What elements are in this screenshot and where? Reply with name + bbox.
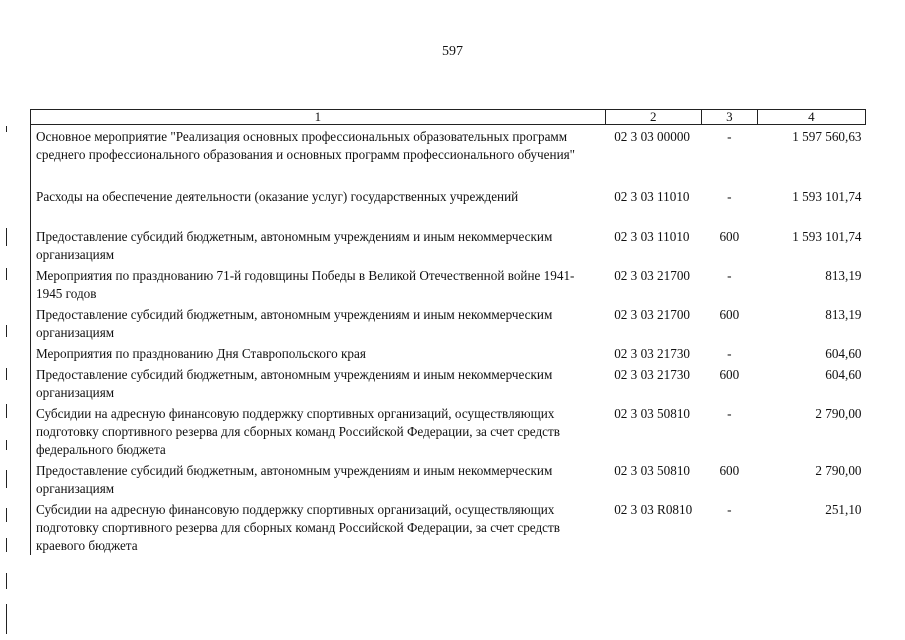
table-row xyxy=(31,264,866,303)
row-sum: 2 790,00 xyxy=(815,462,862,478)
row-code: 02 3 03 50810 xyxy=(614,462,691,478)
row-name: Субсидии на адресную финансовую поддержку спортивных организаций, осуществляющих подготовку спортивного резерва для сборных команд Российской Федерации, за счет средств федерального бюджета xyxy=(31,402,606,459)
table-row xyxy=(31,402,866,459)
table-row xyxy=(31,498,866,555)
row-sum: 604,60 xyxy=(825,345,862,361)
table-row xyxy=(31,125,866,185)
row-name: Предоставление субсидий бюджетным, автономным учреждениям и иным некоммерческим организациям xyxy=(31,225,606,264)
row-sum: 1 593 101,74 xyxy=(792,188,862,204)
row-code: 02 3 03 11010 xyxy=(614,228,690,244)
row-type: - xyxy=(727,405,732,421)
table-row xyxy=(31,303,866,342)
row-sum: 813,19 xyxy=(825,306,862,322)
row-type: 600 xyxy=(719,366,740,382)
column-header-1: 1 xyxy=(31,110,606,125)
row-code: 02 3 03 21730 xyxy=(614,345,691,361)
row-sum: 813,19 xyxy=(825,267,862,283)
row-type: - xyxy=(727,345,732,361)
margin-mark xyxy=(6,470,7,488)
row-type: 600 xyxy=(719,228,740,244)
margin-mark xyxy=(6,538,7,552)
margin-mark xyxy=(6,440,7,450)
row-sum: 604,60 xyxy=(825,366,862,382)
row-name: Предоставление субсидий бюджетным, автономным учреждениям и иным некоммерческим организациям xyxy=(31,363,606,402)
margin-mark xyxy=(6,368,7,380)
column-header-2: 2 xyxy=(605,110,701,125)
row-code: 02 3 03 21730 xyxy=(614,366,691,382)
margin-mark xyxy=(6,268,7,280)
row-code: 02 3 03 50810 xyxy=(614,405,691,421)
row-code: 02 3 03 21700 xyxy=(614,306,691,322)
table-row xyxy=(31,185,866,225)
table-row xyxy=(31,459,866,498)
row-type: - xyxy=(727,129,732,144)
margin-mark xyxy=(6,508,7,522)
row-code: 02 3 03 00000 xyxy=(614,129,691,144)
table-header-row xyxy=(31,110,866,125)
row-code: 02 3 03 R0810 xyxy=(614,501,693,517)
column-header-4: 4 xyxy=(757,110,865,125)
page-number: 597 xyxy=(442,44,463,59)
table-row xyxy=(31,342,866,363)
row-type: - xyxy=(727,188,732,204)
row-code: 02 3 03 21700 xyxy=(614,267,691,283)
row-name: Субсидии на адресную финансовую поддержку спортивных организаций, осуществляющих подготовку спортивного резерва для сборных команд Российской Федерации, за счет средств краевого бюджета xyxy=(31,498,606,555)
margin-mark xyxy=(6,573,7,589)
row-sum: 1 597 560,63 xyxy=(792,129,862,144)
row-type: - xyxy=(727,501,732,517)
row-name: Предоставление субсидий бюджетным, автономным учреждениям и иным некоммерческим организациям xyxy=(31,459,606,498)
margin-mark xyxy=(6,228,7,246)
row-sum: 2 790,00 xyxy=(815,405,862,421)
column-header-3: 3 xyxy=(701,110,757,125)
row-sum: 1 593 101,74 xyxy=(792,228,862,244)
margin-mark xyxy=(6,126,7,132)
row-name: Основное мероприятие "Реализация основных профессиональных образовательных программ среднего профессионального образования и основных программ профессионального обучения" xyxy=(31,125,606,185)
row-type: 600 xyxy=(719,306,740,322)
row-type: - xyxy=(727,267,732,283)
row-name: Предоставление субсидий бюджетным, автономным учреждениям и иным некоммерческим организациям xyxy=(31,303,606,342)
table-row xyxy=(31,363,866,402)
row-sum: 251,10 xyxy=(825,501,862,517)
budget-table xyxy=(30,109,866,555)
row-name: Расходы на обеспечение деятельности (оказание услуг) государственных учреждений xyxy=(31,185,606,225)
margin-mark xyxy=(6,604,7,634)
row-name: Мероприятия по празднованию 71-й годовщины Победы в Великой Отечественной войне 1941-1945 годов xyxy=(31,264,606,303)
row-name: Мероприятия по празднованию Дня Ставропольского края xyxy=(31,342,606,363)
row-code: 02 3 03 11010 xyxy=(614,188,690,204)
margin-mark xyxy=(6,404,7,418)
table-row xyxy=(31,225,866,264)
row-type: 600 xyxy=(719,462,740,478)
margin-mark xyxy=(6,325,7,337)
